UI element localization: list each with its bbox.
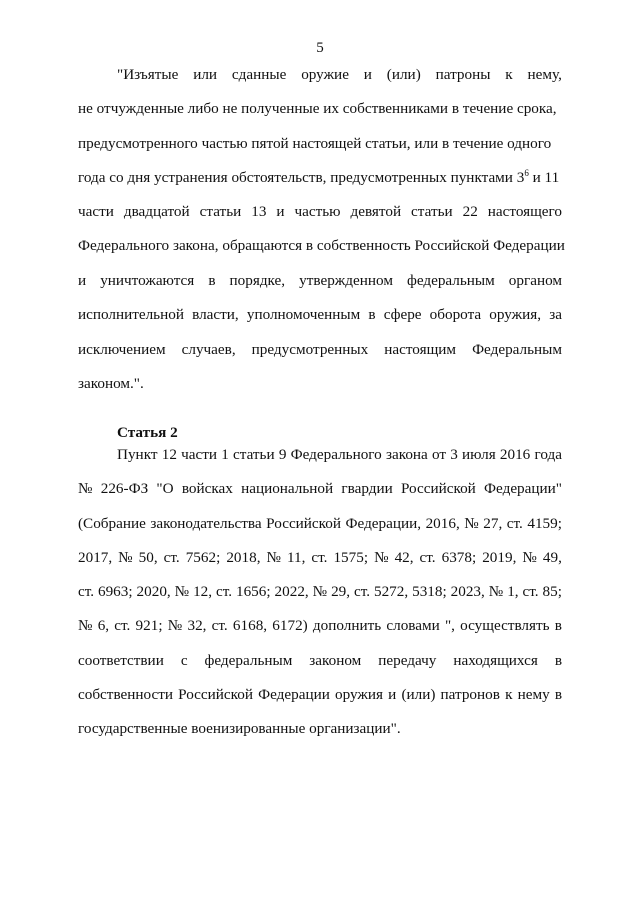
- word: к: [505, 686, 513, 703]
- word: №: [522, 549, 537, 566]
- text-line: [78, 514, 562, 534]
- word: 2018,: [226, 549, 261, 566]
- text-line: предусмотренного частью пятой настоящей статьи, или в течение одного: [78, 135, 552, 152]
- word: №: [464, 515, 479, 532]
- word: 1,: [507, 583, 519, 600]
- text-line: [78, 651, 562, 671]
- word: нему: [517, 686, 550, 703]
- word: в: [554, 686, 562, 703]
- word: Федерального: [290, 446, 382, 463]
- text-segment: года со дня устранения обстоятельств, предусмотренных пунктами 3: [78, 169, 525, 186]
- word: словами: [386, 617, 440, 634]
- text-line: [78, 479, 562, 499]
- word: 4159;: [527, 515, 562, 532]
- word: ст.: [506, 515, 523, 532]
- word: 12: [161, 446, 177, 463]
- text-line: [78, 305, 562, 325]
- word: к: [505, 66, 513, 83]
- word: июля: [462, 446, 496, 463]
- word: федеральным: [204, 652, 293, 669]
- word: исполнительной: [78, 306, 184, 323]
- word: сфере: [383, 306, 422, 323]
- text-line: [117, 65, 562, 85]
- word: настоящего: [487, 203, 562, 220]
- text-line: [117, 445, 562, 465]
- word: 13: [251, 203, 267, 220]
- word: 27,: [483, 515, 503, 532]
- word: сданные: [231, 66, 287, 83]
- word: 7562;: [185, 549, 221, 566]
- word: оружия: [335, 686, 384, 703]
- word: Российской: [400, 480, 476, 497]
- word: 1575;: [333, 549, 369, 566]
- word: 2016,: [425, 515, 460, 532]
- text-line: [78, 582, 562, 602]
- word: органом: [508, 272, 562, 289]
- word: с: [180, 652, 188, 669]
- word: 11,: [286, 549, 306, 566]
- word: 32,: [187, 617, 207, 634]
- page-number: 5: [316, 40, 324, 56]
- word: в: [554, 617, 562, 634]
- word: статьи: [411, 203, 453, 220]
- word: осуществлять: [460, 617, 550, 634]
- word: от: [431, 446, 447, 463]
- word: №: [488, 583, 504, 600]
- word: оружие: [301, 66, 349, 83]
- word: законом: [309, 652, 362, 669]
- word: за: [549, 306, 562, 323]
- word: "Изъятые: [117, 66, 179, 83]
- word: 6963;: [97, 583, 133, 600]
- word: 42,: [394, 549, 414, 566]
- superscript: 6: [524, 168, 529, 178]
- word: соответствии: [78, 652, 164, 669]
- word: статьи: [199, 203, 242, 220]
- word: 1: [221, 446, 229, 463]
- word: исключением: [78, 341, 166, 358]
- word: ст.: [522, 583, 539, 600]
- word: №: [167, 617, 183, 634]
- word: в: [368, 306, 376, 323]
- word: 5318;: [412, 583, 447, 600]
- word: 2017,: [78, 549, 113, 566]
- word: случаев,: [181, 341, 236, 358]
- text-line: [78, 685, 562, 705]
- word: 6172): [272, 617, 308, 634]
- word: 2022,: [274, 583, 309, 600]
- word: части: [78, 203, 114, 220]
- word: девятой: [350, 203, 402, 220]
- word: 1656;: [235, 583, 271, 600]
- word: ст.: [419, 549, 436, 566]
- word: №: [78, 617, 93, 634]
- word: ст.: [216, 583, 233, 600]
- word: уничтожаются: [100, 272, 195, 289]
- word: собственности: [78, 686, 173, 703]
- text-line: [78, 168, 562, 188]
- word: предусмотренных: [251, 341, 369, 358]
- word: уполномоченным: [246, 306, 361, 323]
- word: №: [374, 549, 389, 566]
- word: ст.: [211, 617, 228, 634]
- text-line: [78, 548, 562, 568]
- word: и: [78, 272, 87, 289]
- word: 3: [450, 446, 458, 463]
- text-line: законом.".: [78, 375, 144, 392]
- text-line: [78, 340, 562, 360]
- word: 2020,: [136, 583, 171, 600]
- word: "О: [156, 480, 174, 497]
- word: 12,: [193, 583, 213, 600]
- word: 921;: [135, 617, 163, 634]
- word: законодательства: [150, 515, 262, 532]
- word: №: [174, 583, 190, 600]
- word: №: [78, 480, 93, 497]
- word: Российской: [178, 686, 253, 703]
- text-line: [78, 271, 562, 291]
- word: утвержденном: [299, 272, 393, 289]
- word: ст.: [354, 583, 371, 600]
- word: передачу: [378, 652, 437, 669]
- word: 2016: [499, 446, 531, 463]
- word: власти,: [192, 306, 239, 323]
- word: ст.: [163, 549, 180, 566]
- word: национальной: [241, 480, 334, 497]
- word: 49,: [542, 549, 562, 566]
- text-line: [78, 616, 562, 636]
- word: в: [208, 272, 216, 289]
- word: Пункт: [117, 446, 158, 463]
- word: Российской: [266, 515, 342, 532]
- word: 6378;: [441, 549, 477, 566]
- word: и: [388, 686, 397, 703]
- word: 9: [278, 446, 287, 463]
- word: порядке,: [229, 272, 286, 289]
- word: статьи: [233, 446, 275, 463]
- word: Федерации": [484, 480, 562, 497]
- word: патронов: [440, 686, 500, 703]
- word: войсках: [181, 480, 233, 497]
- text-line: не отчужденные либо не полученные их собственниками в течение срока,: [78, 100, 557, 117]
- word: нему,: [527, 66, 562, 83]
- word: ст.: [114, 617, 131, 634]
- word: двадцатой: [123, 203, 190, 220]
- word: 50,: [138, 549, 158, 566]
- word: (или): [386, 66, 421, 83]
- word: (или): [401, 686, 436, 703]
- text-segment: и 11: [528, 169, 560, 186]
- word: настоящим: [384, 341, 457, 358]
- word: оборота: [429, 306, 482, 323]
- word: оружия,: [489, 306, 542, 323]
- word: в: [554, 652, 562, 669]
- word: 2019,: [482, 549, 517, 566]
- word: гвардии: [341, 480, 393, 497]
- word: Федеральным: [472, 341, 562, 358]
- word: патроны: [435, 66, 491, 83]
- word: Федерации,: [345, 515, 422, 532]
- word: ",: [444, 617, 455, 634]
- text-line: [78, 202, 562, 222]
- article-heading: Статья 2: [117, 424, 178, 441]
- word: (Собрание: [78, 515, 146, 532]
- word: дополнить: [312, 617, 382, 634]
- word: 22: [462, 203, 478, 220]
- word: частью: [294, 203, 341, 220]
- word: и: [363, 66, 372, 83]
- word: 29,: [331, 583, 351, 600]
- word: находящихся: [453, 652, 538, 669]
- word: ст.: [311, 549, 328, 566]
- word: закона: [385, 446, 428, 463]
- word: 85;: [542, 583, 562, 600]
- word: или: [193, 66, 218, 83]
- text-line: Федерального закона, обращаются в собственность Российской Федерации: [78, 237, 565, 254]
- word: федеральным: [406, 272, 495, 289]
- word: года: [534, 446, 562, 463]
- word: 6168,: [232, 617, 268, 634]
- word: 6,: [97, 617, 110, 634]
- word: и: [276, 203, 285, 220]
- word: №: [312, 583, 328, 600]
- word: 226-ФЗ: [100, 480, 149, 497]
- word: №: [118, 549, 133, 566]
- word: ст.: [78, 583, 95, 600]
- word: части: [181, 446, 217, 463]
- word: 2023,: [450, 583, 485, 600]
- word: 5272,: [373, 583, 409, 600]
- word: №: [266, 549, 281, 566]
- text-line: государственные военизированные организации".: [78, 720, 401, 737]
- word: Федерации: [258, 686, 330, 703]
